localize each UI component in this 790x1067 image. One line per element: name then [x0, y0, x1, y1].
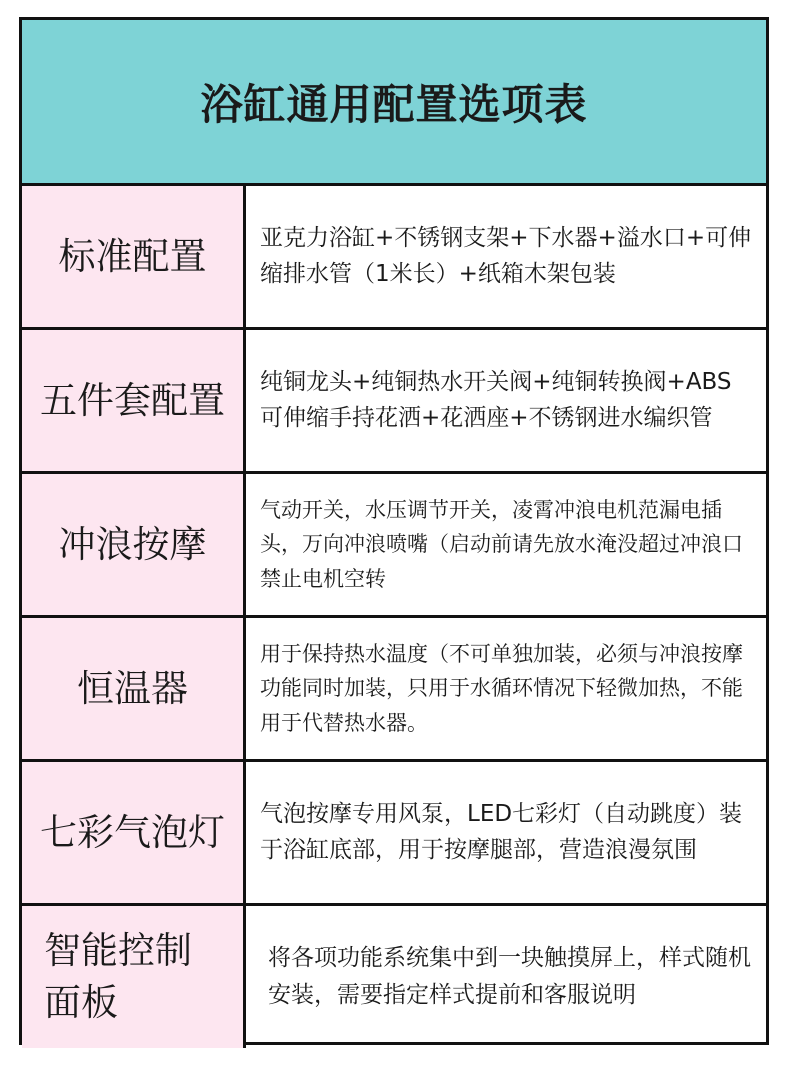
row-desc: 纯铜龙头+纯铜热水开关阀+纯铜转换阀+ABS可伸缩手持花洒+花洒座+不锈钢进水编织管 [260, 368, 732, 431]
table-row-surf-massage [22, 474, 766, 618]
row-desc: 气泡按摩专用风泵，LED七彩灯（自动跳度）装于浴缸底部，用于按摩腿部，营造浪漫氛围 [260, 800, 743, 863]
row-label-cell [22, 330, 246, 471]
row-desc: 亚克力浴缸+不锈钢支架+下水器+溢水口+可伸缩排水管（1米长）+纸箱木架包装 [260, 224, 752, 287]
table-title: 浴缸通用配置选项表 [200, 79, 588, 129]
row-desc: 用于保持热水温度（不可单独加装，必须与冲浪按摩功能同时加装，只用于水循环情况下轻微加热，不能用于代替热水器。 [260, 642, 743, 735]
row-label-cell [22, 618, 246, 759]
row-label-cell [22, 762, 246, 903]
row-desc-cell [246, 762, 766, 903]
table-title-bar [22, 20, 766, 186]
row-desc: 将各项功能系统集中到一块触摸屏上，样式随机安装，需要指定样式提前和客服说明 [268, 945, 751, 1008]
row-desc-cell [246, 618, 766, 759]
row-label-cell [22, 906, 246, 1048]
row-label-cell [22, 186, 246, 327]
table-row-thermostat [22, 618, 766, 762]
row-desc-cell [246, 330, 766, 471]
table-row-standard [22, 186, 766, 330]
table-row-five-piece [22, 330, 766, 474]
row-label: 冲浪按摩 [58, 522, 207, 566]
row-label-cell [22, 474, 246, 615]
row-label: 恒温器 [77, 666, 188, 710]
row-desc-cell [246, 474, 766, 615]
row-label: 标准配置 [58, 234, 207, 278]
row-label: 智能控制面板 [44, 929, 192, 1024]
row-desc: 气动开关，水压调节开关，凌霄冲浪电机范漏电插头，万向冲浪喷嘴（启动前请先放水淹没超过冲浪口禁止电机空转 [260, 498, 743, 591]
row-label: 七彩气泡灯 [40, 810, 225, 854]
row-label: 五件套配置 [40, 378, 225, 422]
table-row-bubble-light [22, 762, 766, 906]
row-desc-cell [246, 906, 766, 1048]
row-desc-cell [246, 186, 766, 327]
config-table [19, 17, 769, 1045]
table-row-smart-panel [22, 906, 766, 1048]
